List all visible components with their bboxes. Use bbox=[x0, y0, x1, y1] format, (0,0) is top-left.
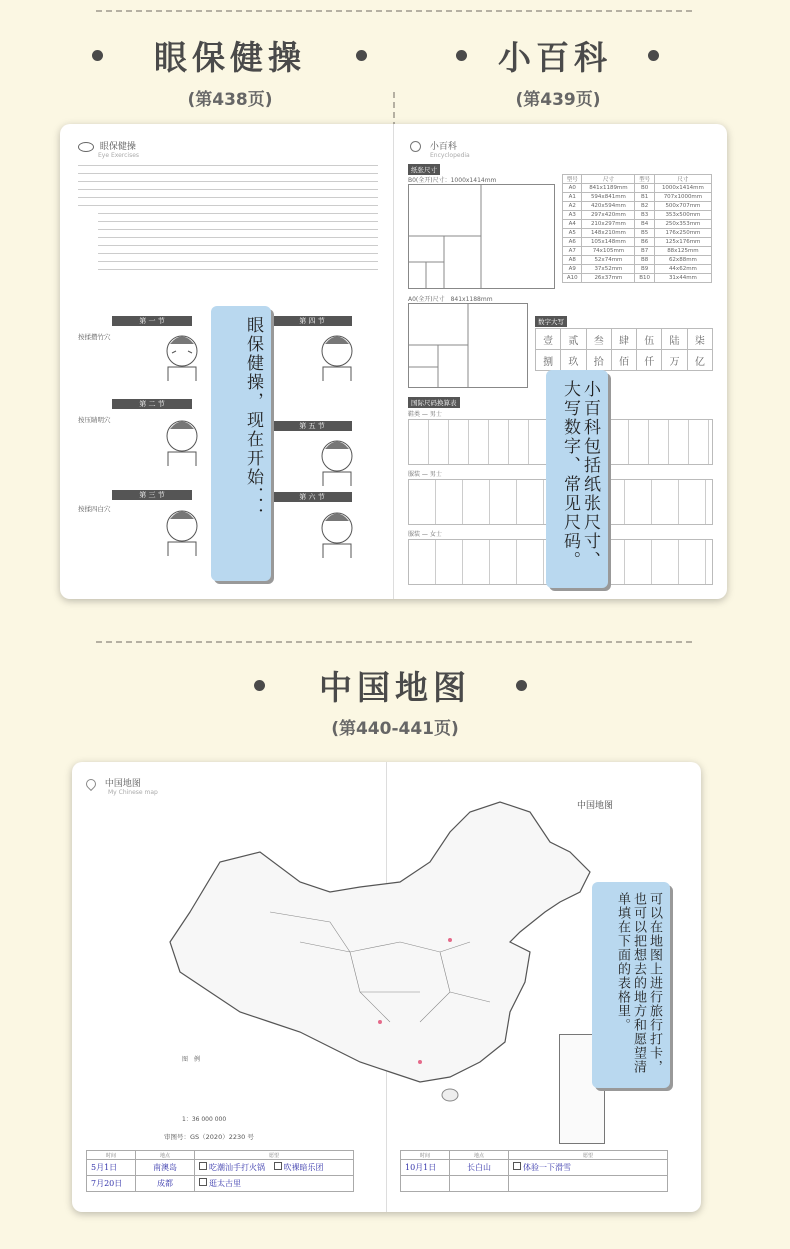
wish-text: 吃潮汕手打火锅 bbox=[209, 1163, 265, 1172]
table-cell: 74x105mm bbox=[582, 247, 635, 256]
face-illustration bbox=[160, 414, 204, 466]
place-cell[interactable]: 成都 bbox=[136, 1176, 195, 1192]
map-section-title: 中国地图 bbox=[319, 668, 471, 707]
upper-number-cell: 壹 bbox=[536, 329, 561, 350]
table-cell: 420x594mm bbox=[582, 202, 635, 211]
place-cell[interactable]: 长白山 bbox=[450, 1160, 509, 1176]
book-spine bbox=[393, 124, 394, 599]
table-cell: A9 bbox=[563, 265, 582, 274]
travel-table-right bbox=[400, 1150, 668, 1192]
bullet-dot bbox=[516, 680, 527, 691]
column-header-place: 地点 bbox=[450, 1151, 509, 1160]
place-cell[interactable] bbox=[450, 1176, 509, 1192]
china-map bbox=[150, 792, 620, 1112]
upper-number-cell: 亿 bbox=[687, 350, 712, 371]
table-cell: 210x297mm bbox=[582, 220, 635, 229]
step-5-band: 第 五 节 bbox=[272, 421, 352, 431]
table-cell: A8 bbox=[563, 256, 582, 265]
a0-paper-diagram bbox=[408, 303, 528, 388]
table-cell: B10 bbox=[635, 274, 654, 283]
paper-size-label: 纸张尺寸 bbox=[408, 164, 440, 175]
b0-caption: B0(全开)尺寸：1000x1414mm bbox=[408, 177, 497, 184]
table-cell: A1 bbox=[563, 193, 582, 202]
ency-page-header bbox=[410, 139, 470, 159]
table-cell: B5 bbox=[635, 229, 654, 238]
a0-caption: A0(全开)尺寸 841x1188mm bbox=[408, 296, 493, 303]
wish-cell[interactable] bbox=[195, 1160, 354, 1176]
wish-text: 逛太古里 bbox=[209, 1179, 241, 1188]
upper-number-cell: 伍 bbox=[637, 329, 662, 350]
column-header-date: 时间 bbox=[87, 1151, 136, 1160]
table-cell: 88x125mm bbox=[654, 247, 711, 256]
checkbox-icon[interactable] bbox=[199, 1162, 207, 1170]
step-2-band: 第 二 节 bbox=[112, 399, 192, 409]
vertical-divider bbox=[393, 92, 395, 128]
eye-callout-bubble: 眼保健操，现在开始．．． bbox=[211, 306, 271, 581]
table-cell: A2 bbox=[563, 202, 582, 211]
upper-numbers-label: 数字大写 bbox=[535, 316, 567, 327]
table-cell: B2 bbox=[635, 202, 654, 211]
date-cell[interactable]: 5月1日 bbox=[87, 1160, 136, 1176]
table-cell: 1000x1414mm bbox=[654, 184, 711, 193]
checkbox-icon[interactable] bbox=[274, 1162, 282, 1170]
point-label-sibai: 按揉四白穴 bbox=[78, 505, 111, 513]
table-cell: 594x841mm bbox=[582, 193, 635, 202]
city-marker bbox=[378, 1020, 382, 1024]
women-clothes-caption: 服装 — 女士 bbox=[408, 531, 442, 538]
table-cell: 297x420mm bbox=[582, 211, 635, 220]
table-cell: 250x353mm bbox=[654, 220, 711, 229]
city-marker bbox=[418, 1060, 422, 1064]
date-cell[interactable]: 10月1日 bbox=[401, 1160, 450, 1176]
table-cell: A6 bbox=[563, 238, 582, 247]
column-header-place: 地点 bbox=[136, 1151, 195, 1160]
book-spread-eye-encyclopedia bbox=[60, 124, 727, 599]
eye-page-subtitle: Eye Exercises bbox=[98, 152, 140, 159]
beijing-marker bbox=[448, 938, 452, 942]
table-cell: 26x37mm bbox=[582, 274, 635, 283]
table-cell: B1 bbox=[635, 193, 654, 202]
bullet-dot bbox=[356, 50, 367, 61]
table-cell: 125x176mm bbox=[654, 238, 711, 247]
ency-page-title: 小百科 bbox=[429, 142, 457, 152]
column-header-date: 时间 bbox=[401, 1151, 450, 1160]
upper-number-cell: 捌 bbox=[536, 350, 561, 371]
column-header-wish: 愿望 bbox=[195, 1151, 354, 1160]
upper-number-cell: 贰 bbox=[561, 329, 586, 350]
eye-page-header bbox=[78, 139, 139, 159]
step-4-band: 第 四 节 bbox=[272, 316, 352, 326]
table-cell: 62x88mm bbox=[654, 256, 711, 265]
table-cell: A3 bbox=[563, 211, 582, 220]
table-cell: A10 bbox=[563, 274, 582, 283]
table-cell: B3 bbox=[635, 211, 654, 220]
table-cell: 148x210mm bbox=[582, 229, 635, 238]
location-pin-icon bbox=[84, 776, 98, 790]
bullet-dot bbox=[254, 680, 265, 691]
upper-number-cell: 陆 bbox=[662, 329, 687, 350]
table-cell: B4 bbox=[635, 220, 654, 229]
checkbox-icon[interactable] bbox=[199, 1178, 207, 1186]
upper-number-cell: 柒 bbox=[687, 329, 712, 350]
table-cell: 105x148mm bbox=[582, 238, 635, 247]
table-cell: 841x1189mm bbox=[582, 184, 635, 193]
wish-cell[interactable] bbox=[195, 1176, 354, 1192]
table-cell: 500x707mm bbox=[654, 202, 711, 211]
table-row bbox=[401, 1160, 668, 1176]
ency-page-subtitle: Encyclopedia bbox=[430, 152, 470, 159]
face-illustration bbox=[315, 506, 359, 558]
table-cell: 52x74mm bbox=[582, 256, 635, 265]
table-cell: 44x62mm bbox=[654, 265, 711, 274]
table-row bbox=[87, 1160, 354, 1176]
eye-section-pages: (第438页) bbox=[187, 90, 273, 110]
map-page-subtitle: My Chinese map bbox=[108, 789, 158, 796]
upper-numbers-table bbox=[535, 328, 713, 371]
map-page-title: 中国地图 bbox=[104, 779, 141, 789]
b0-paper-diagram bbox=[408, 184, 555, 289]
table-row bbox=[401, 1176, 668, 1192]
wish-cell[interactable] bbox=[509, 1160, 668, 1176]
table-cell: A4 bbox=[563, 220, 582, 229]
table-header-cell: 尺寸 bbox=[582, 175, 635, 184]
table-cell: A5 bbox=[563, 229, 582, 238]
map-page-header bbox=[86, 776, 158, 796]
checkbox-icon[interactable] bbox=[513, 1162, 521, 1170]
table-header-cell: 型号 bbox=[563, 175, 582, 184]
table-header-cell: 型号 bbox=[635, 175, 654, 184]
step-1-band: 第 一 节 bbox=[112, 316, 192, 326]
step-6-band: 第 六 节 bbox=[272, 492, 352, 502]
men-clothes-caption: 服装 — 男士 bbox=[408, 471, 442, 478]
wish-text: 体验一下滑雪 bbox=[523, 1163, 571, 1172]
table-cell: 31x44mm bbox=[654, 274, 711, 283]
table-cell: B9 bbox=[635, 265, 654, 274]
wish-text: 吹裸暗乐团 bbox=[283, 1163, 324, 1172]
map-section-pages: (第440-441页) bbox=[331, 719, 459, 739]
upper-number-cell: 叁 bbox=[586, 329, 611, 350]
table-cell: B6 bbox=[635, 238, 654, 247]
table-cell: A0 bbox=[563, 184, 582, 193]
middle-divider bbox=[96, 641, 692, 643]
point-label-jingming: 按压睛明穴 bbox=[78, 416, 111, 424]
upper-number-cell: 佰 bbox=[611, 350, 636, 371]
table-cell: B0 bbox=[635, 184, 654, 193]
upper-number-cell: 玖 bbox=[561, 350, 586, 371]
table-cell: 176x250mm bbox=[654, 229, 711, 238]
face-illustration bbox=[315, 434, 359, 486]
magnifier-icon bbox=[410, 141, 421, 152]
table-row bbox=[87, 1176, 354, 1192]
top-divider bbox=[96, 10, 692, 12]
face-illustration bbox=[160, 329, 204, 381]
travel-table-left bbox=[86, 1150, 354, 1192]
bullet-dot bbox=[456, 50, 467, 61]
bullet-dot bbox=[92, 50, 103, 61]
map-callout-bubble: 可以在地图上进行旅行打卡，也可以把想去的地方和愿望清单填在下面的表格里。 bbox=[592, 882, 670, 1088]
ency-section-pages: (第439页) bbox=[515, 90, 601, 110]
table-cell: 353x500mm bbox=[654, 211, 711, 220]
table-cell: 37x52mm bbox=[582, 265, 635, 274]
size-chart-label: 国际尺码换算表 bbox=[408, 397, 460, 408]
upper-number-cell: 肆 bbox=[611, 329, 636, 350]
table-cell: B7 bbox=[635, 247, 654, 256]
table-cell: A7 bbox=[563, 247, 582, 256]
point-label-zanzhu: 按揉攒竹穴 bbox=[78, 333, 111, 341]
eye-icon bbox=[78, 142, 94, 152]
date-cell[interactable]: 7月20日 bbox=[87, 1176, 136, 1192]
map-name-label: 中国地图 bbox=[577, 801, 614, 811]
face-illustration bbox=[160, 504, 204, 556]
date-cell[interactable] bbox=[401, 1176, 450, 1192]
map-legend-title: 图 例 bbox=[182, 1056, 201, 1063]
eye-intro-text-block bbox=[78, 162, 378, 302]
men-shoes-caption: 鞋类 — 男士 bbox=[408, 411, 442, 418]
upper-number-cell: 拾 bbox=[586, 350, 611, 371]
map-approval-number: 审图号：GS（2020）2230 号 bbox=[164, 1133, 254, 1141]
eye-page-title: 眼保健操 bbox=[99, 142, 136, 152]
ency-callout-bubble: 小百科包括纸张尺寸、大写数字、常见尺码。 bbox=[546, 370, 608, 588]
table-header-cell: 尺寸 bbox=[654, 175, 711, 184]
eye-section-title: 眼保健操 bbox=[154, 38, 306, 77]
book-spread-map bbox=[72, 762, 701, 1212]
column-header-wish: 愿望 bbox=[509, 1151, 668, 1160]
wish-cell[interactable] bbox=[509, 1176, 668, 1192]
bullet-dot bbox=[648, 50, 659, 61]
table-cell: B8 bbox=[635, 256, 654, 265]
face-illustration bbox=[315, 329, 359, 381]
upper-number-cell: 万 bbox=[662, 350, 687, 371]
step-3-band: 第 三 节 bbox=[112, 490, 192, 500]
upper-number-cell: 仟 bbox=[637, 350, 662, 371]
table-cell: 707x1000mm bbox=[654, 193, 711, 202]
map-scale: 1：36 000 000 bbox=[182, 1116, 227, 1123]
place-cell[interactable]: 南澳岛 bbox=[136, 1160, 195, 1176]
paper-size-table bbox=[562, 174, 712, 283]
ency-section-title: 小百科 bbox=[498, 38, 612, 77]
